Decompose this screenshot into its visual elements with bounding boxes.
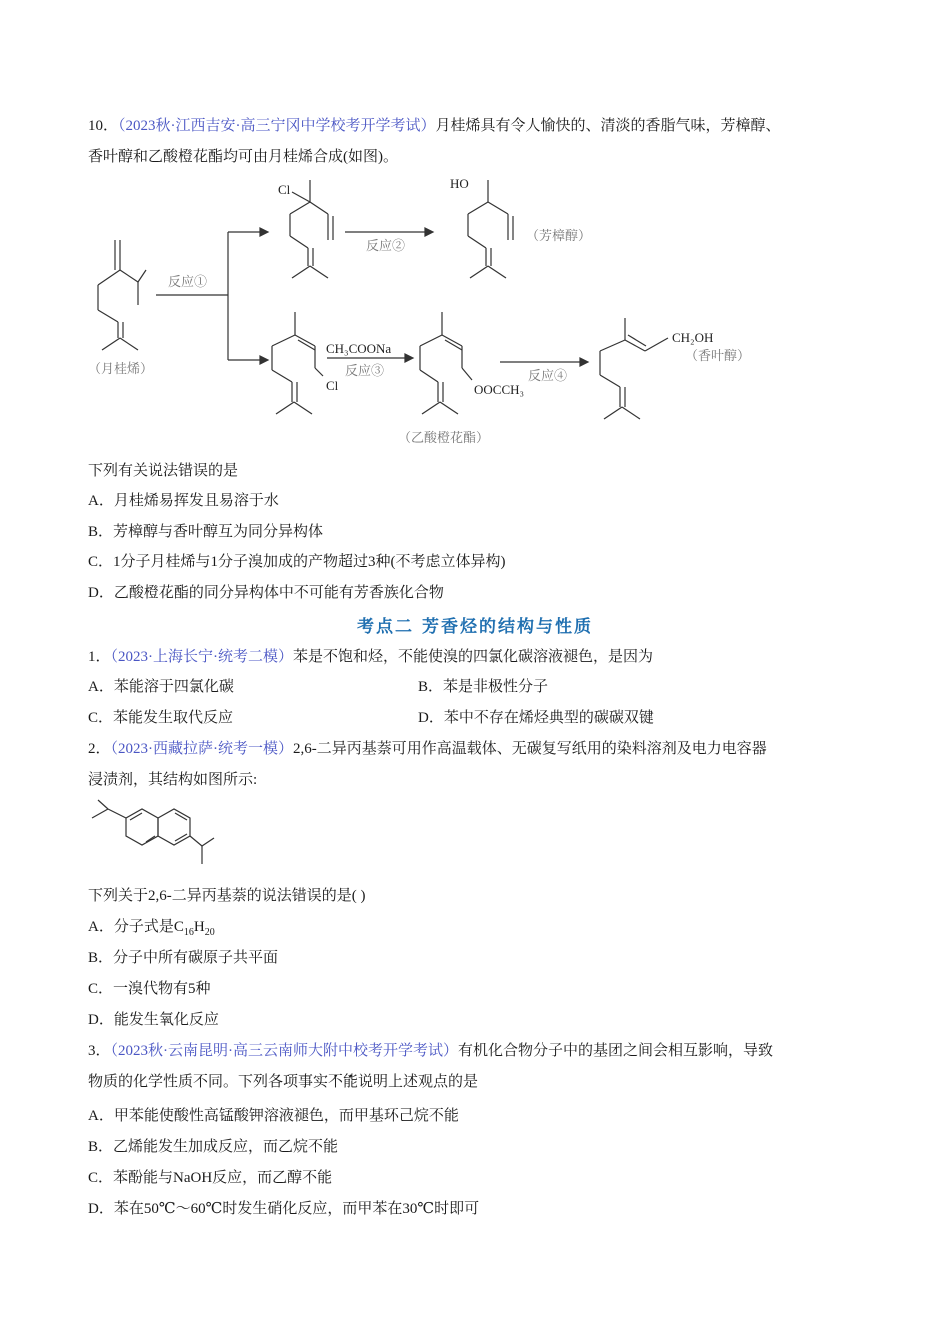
q2-option-a-h-count: 20 bbox=[204, 927, 215, 938]
q10-stem-text1: 月桂烯具有令人愉快的、清淡的香脂气味，芳樟醇、 bbox=[435, 118, 781, 134]
q3-stem-line2 bbox=[88, 1071, 478, 1093]
q2-option-b: B．分子中所有碳原子共平面 bbox=[88, 950, 279, 966]
q2-option-d: D．能发生氧化反应 bbox=[88, 1012, 219, 1028]
q3-stem-line1 bbox=[88, 1040, 773, 1062]
q1-source: （2023·上海长宁·统考二模） bbox=[110, 649, 294, 665]
q2-number: 2． bbox=[88, 741, 111, 757]
q10-stem-line2: 香叶醇和乙酸橙花酯均可由月桂烯合成(如图)。 bbox=[88, 149, 398, 165]
q2-option-a-c-count: 16 bbox=[183, 927, 194, 938]
section-title: 考点二 芳香烃的结构与性质 bbox=[357, 617, 593, 637]
q2-option-c: C．一溴代物有5种 bbox=[88, 981, 211, 997]
q2-stem-line1 bbox=[88, 738, 767, 760]
q3-emphasis-neng: 能 bbox=[343, 1074, 359, 1090]
q2-option-a bbox=[88, 916, 215, 944]
q10-option-d: D．乙酸橙花酯的同分异构体中不可能有芳香族化合物 bbox=[88, 585, 444, 601]
reagent-label: CH₃COONa bbox=[326, 341, 392, 356]
chloride-top-structure bbox=[290, 180, 333, 278]
q3-stem-text1: 有机化合物分子中的基团之间会相互影响，导致 bbox=[458, 1043, 774, 1059]
q3-source: （2023秋·云南昆明·高三云南师大附中校考开学考试） bbox=[110, 1043, 459, 1059]
q10-source: （2023秋·江西吉安·高三宁冈中学校考开学考试） bbox=[118, 118, 436, 134]
ho-label: HO bbox=[450, 176, 469, 191]
oocch3-label: OOCCH₃ bbox=[474, 382, 525, 397]
linalool-structure bbox=[468, 180, 513, 278]
q2-option-a-h: H bbox=[193, 919, 205, 935]
reaction-2-label: 反应② bbox=[366, 238, 406, 253]
neryl-acetate-label: （乙酸橙花酯） bbox=[398, 430, 490, 445]
q10-option-c: C．1分子月桂烯与1分子溴加成的产物超过3种(不考虑立体异构) bbox=[88, 554, 506, 570]
q3-option-a: A．甲苯能使酸性高锰酸钾溶液褪色，而甲基环己烷不能 bbox=[88, 1108, 459, 1124]
q3-option-c: C．苯酚能与NaOH反应，而乙醇不能 bbox=[88, 1170, 333, 1186]
reaction-1-label: 反应① bbox=[168, 274, 208, 289]
cl-top-label: Cl bbox=[278, 182, 291, 197]
q3-stem-text2a: 物质的化学性质不同。下列各项事实 bbox=[88, 1074, 329, 1090]
q2-stem-text1: 2,6-二异丙基萘可用作高温载体、无碳复写纸用的染料溶剂及电力电容器 bbox=[293, 741, 767, 757]
neryl-acetate-structure bbox=[420, 312, 472, 414]
q1-stem-text: 苯是不饱和烃，不能使溴的四氯化碳溶液褪色，是因为 bbox=[293, 649, 654, 665]
myrcene-label: （月桂烯） bbox=[88, 361, 154, 376]
myrcene-structure bbox=[98, 240, 146, 350]
reaction-4-label: 反应④ bbox=[528, 368, 568, 383]
q3-option-b: B．乙烯能发生加成反应，而乙烷不能 bbox=[88, 1139, 339, 1155]
q2-option-a-text: A．分子式是C bbox=[88, 919, 184, 935]
q10-number: 10． bbox=[88, 118, 119, 134]
linalool-label: （芳樟醇） bbox=[526, 228, 592, 243]
reaction-3-label: 反应③ bbox=[345, 363, 385, 378]
geraniol-structure bbox=[600, 318, 668, 419]
geraniol-label: （香叶醇） bbox=[685, 348, 751, 363]
cl-bottom-label: Cl bbox=[326, 378, 339, 393]
q2-question: 下列关于2,6-二异丙基萘的说法错误的是( ) bbox=[88, 888, 366, 904]
q1-option-c: C．苯能发生取代反应 bbox=[88, 710, 234, 726]
q3-emphasis-bu: 不 bbox=[328, 1074, 344, 1090]
q1-option-b: B．苯是非极性分子 bbox=[418, 679, 549, 695]
q1-option-d: D．苯中不存在烯烃典型的碳碳双键 bbox=[418, 710, 654, 726]
q1-option-a: A．苯能溶于四氯化碳 bbox=[88, 679, 234, 695]
q3-option-d: D．苯在50℃～60℃时发生硝化反应，而甲苯在30℃时即可 bbox=[88, 1201, 480, 1217]
diisopropylnaphthalene-structure bbox=[86, 798, 216, 874]
q10-stem-line1 bbox=[88, 115, 781, 137]
q10-option-b: B．芳樟醇与香叶醇互为同分异构体 bbox=[88, 524, 324, 540]
reaction-diagram bbox=[80, 170, 780, 455]
q3-number: 3． bbox=[88, 1043, 111, 1059]
q3-stem-text2d: 说明上述观点的是 bbox=[358, 1074, 479, 1090]
q10-option-a: A．月桂烯易挥发且易溶于水 bbox=[88, 493, 279, 509]
q2-stem-line2: 浸渍剂，其结构如图所示: bbox=[88, 772, 258, 788]
chloride-bottom-structure bbox=[272, 312, 323, 414]
ch2oh-label: CH₂OH bbox=[672, 330, 714, 345]
q2-source: （2023·西藏拉萨·统考一模） bbox=[110, 741, 294, 757]
q1-stem bbox=[88, 646, 653, 668]
q10-question: 下列有关说法错误的是 bbox=[88, 463, 239, 479]
q1-number: 1． bbox=[88, 649, 111, 665]
